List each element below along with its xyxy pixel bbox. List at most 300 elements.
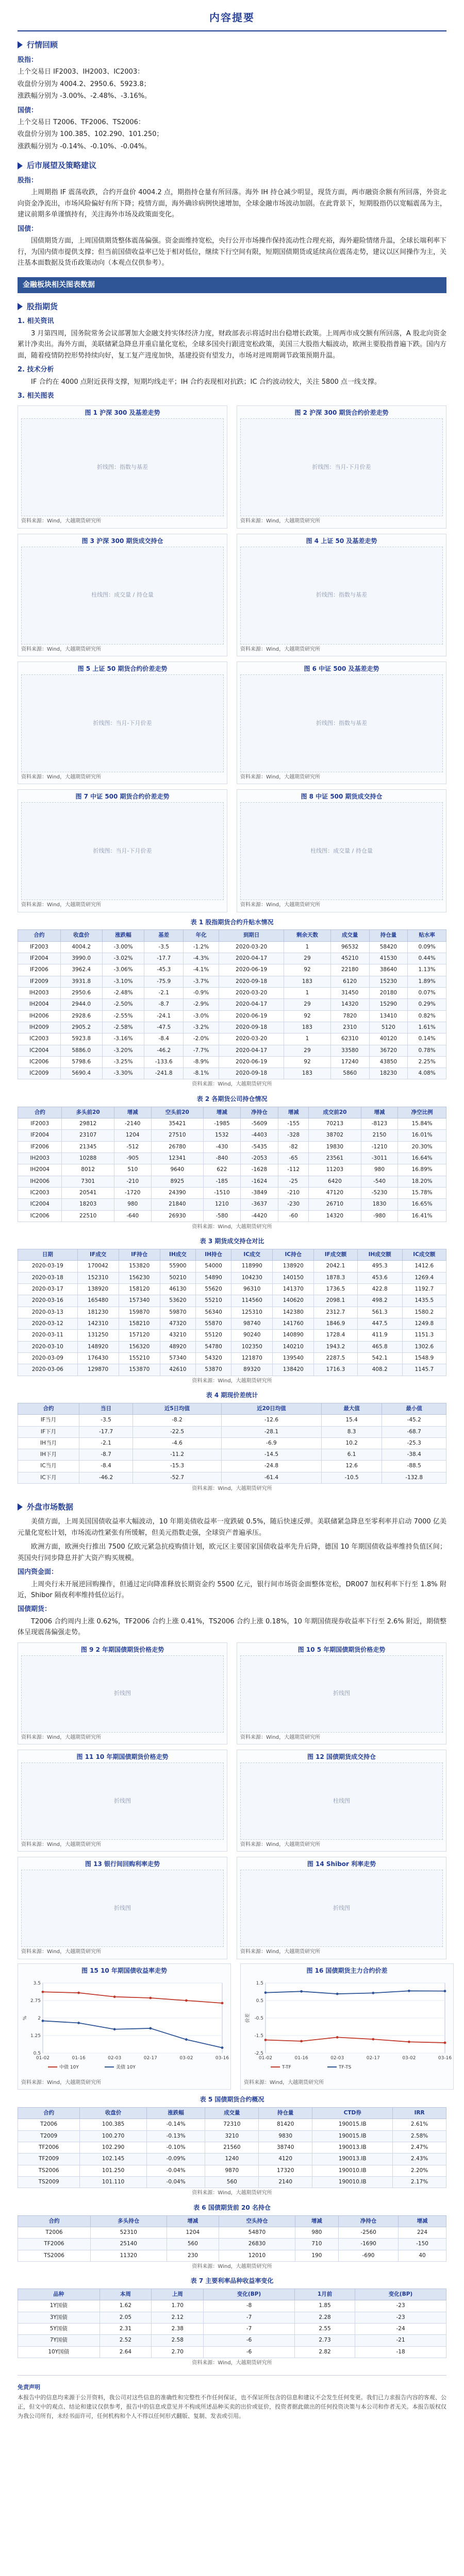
table-cell: 15290 [369, 999, 408, 1010]
table4 [18, 1403, 446, 1484]
line-chart-yield [21, 1976, 227, 2074]
table-cell: 2020-06-19 [219, 1056, 284, 1067]
doc-title: 内容提要 [209, 11, 255, 24]
legend-label: TF-TS [339, 2065, 352, 2071]
table-cell: 29 [284, 1045, 331, 1056]
table-row [18, 1210, 446, 1222]
table-cell: -4403 [240, 1130, 278, 1141]
table-cell: IH2003 [18, 987, 61, 998]
section-strategy-title: 后市展望及策略建议 [27, 161, 97, 171]
table-cell: IF2009 [18, 976, 61, 987]
table-cell: 5798.6 [60, 1056, 102, 1067]
chart-title: 图 8 中证 500 期货成交持仓 [301, 793, 383, 801]
table-header-cell: 增减 [167, 2215, 219, 2227]
table-cell: 33580 [330, 1045, 369, 1056]
disclaimer [18, 2375, 446, 2421]
table-cell: 2020-06-19 [219, 1010, 284, 1022]
y-tick-label: -2.5 [254, 2051, 263, 2057]
table-cell: -8.1% [183, 1068, 219, 1079]
table-cell: 2098.1 [314, 1295, 357, 1307]
table-cell: -0.04% [146, 2177, 205, 2188]
table-cell: 190013.IB [312, 2154, 393, 2165]
table-cell: 42610 [160, 1364, 195, 1376]
table-cell: 2.70 [152, 2346, 204, 2358]
strategy-index-label: 股指： [18, 177, 38, 184]
table-cell: 5923.8 [60, 1033, 102, 1045]
strategy-index-text: 上周期指 IF 震荡收跌，合约开盘价 4004.2 点，期指持仓量有所回落。海外 IH 持仓减少明显，现货方面，两市融资余额有所回落，外资北向资金净流出，市场风险偏好有所下降；疫情方面，海外确诊病例快速增加，全球金融市场波动加剧。在此背景下，短期股指仍以宽幅震荡为主，建议前期多单谨慎持有，关注海外市场及政策面变化。 [18, 189, 447, 219]
table-cell: -7.7% [183, 1045, 219, 1056]
table-row [18, 1272, 446, 1283]
table-cell: -25 [278, 1176, 309, 1187]
section-bonds [18, 1501, 446, 1514]
table-cell: 56340 [196, 1307, 231, 1318]
chart-title: 图 1 沪深 300 及基差走势 [85, 409, 160, 417]
table-cell: -1624 [240, 1176, 278, 1187]
table7 [18, 2289, 446, 2358]
table-cell: 2020-09-18 [219, 1022, 284, 1033]
y-tick-label: 0.5 [33, 2051, 41, 2057]
disclaimer-text: 本报告中的信息均来源于公开资料，我公司对这些信息的准确性和完整性不作任何保证，也不保证所包含的信息和建议不会发生任何变更。我们已力求报告内容的客观、公正，但文中的观点、结论和建议仅供参考，报告中的信息或意见并不构成所述品种买卖的出价或征价，投资者据此做出的任何投资决策与本公司和作者无关。本报告版权仅为我公司所有，未经书面许可，任何机构和个人不得以任何形式翻版、复制、发表或引用。 [18, 2394, 446, 2419]
table-cell: 411.9 [357, 1330, 402, 1341]
table-cell: 1548.9 [402, 1352, 446, 1364]
review-line: 收盘价分别为 4004.2、2950.6、5923.8； [18, 80, 151, 88]
table-cell: -4420 [240, 1210, 278, 1222]
table-cell: -580 [204, 1210, 241, 1222]
table-cell: 54890 [196, 1272, 231, 1283]
review-bond-lines [18, 117, 446, 152]
table-cell: 92 [284, 1056, 331, 1067]
table-cell: 4120 [259, 2154, 312, 2165]
data-point [185, 1999, 188, 2002]
table-cell: -7 [204, 2312, 295, 2323]
table-cell: T2009 [18, 2130, 80, 2142]
table-cell: 55870 [196, 1318, 231, 1330]
table-cell: -1985 [204, 1118, 241, 1130]
table-cell: -133.6 [144, 1056, 184, 1067]
table-cell: 622 [204, 1164, 241, 1176]
table-header-cell: 增减 [399, 2215, 446, 2227]
table-cell: -2.1 [79, 1437, 132, 1449]
table-cell: 2020-09-18 [219, 976, 284, 987]
table-cell: 102.145 [80, 2154, 147, 2165]
table-cell: 3Y国债 [18, 2312, 100, 2323]
table-cell: -155 [278, 1118, 309, 1130]
table-cell: 2.05 [100, 2312, 152, 2323]
table-cell: -2140 [114, 1118, 151, 1130]
table-cell: -14.5 [221, 1449, 321, 1461]
table-cell: 22510 [62, 1210, 114, 1222]
table-cell: 13410 [369, 1010, 408, 1022]
table-row [18, 953, 446, 964]
table-cell: 2.52 [100, 2335, 152, 2346]
table-row [18, 2312, 446, 2323]
chart-card [18, 405, 227, 528]
table-cell: 2020-03-13 [18, 1307, 78, 1318]
table-cell: 52310 [91, 2227, 167, 2238]
table-cell: 1192.7 [402, 1284, 446, 1295]
chart-card [240, 1963, 454, 2090]
table-cell: -1628 [240, 1164, 278, 1176]
section-review [18, 39, 446, 52]
table-cell: 3210 [205, 2130, 259, 2142]
table-cell: 190 [295, 2250, 338, 2261]
table-header-cell: 贴水率 [408, 930, 446, 941]
table-cell: 2310 [330, 1022, 369, 1033]
table-cell: IH2006 [18, 1176, 62, 1187]
table-cell: 190010.IB [312, 2177, 393, 2188]
table-row [18, 1449, 446, 1461]
table-cell: 31450 [330, 987, 369, 998]
table-cell: 2020-03-16 [18, 1295, 78, 1307]
table-cell: -1720 [114, 1187, 151, 1198]
table-cell: -3.5 [79, 1415, 132, 1426]
table-cell: 140890 [273, 1330, 314, 1341]
table-cell: IC2003 [18, 1033, 61, 1045]
table-row [18, 1472, 446, 1483]
table-cell: 36720 [369, 1045, 408, 1056]
table-cell: -1.2% [183, 941, 219, 953]
table-cell: 55620 [196, 1284, 231, 1295]
table-header-cell: 最大值 [321, 1403, 382, 1414]
table-cell: 2.47% [393, 2142, 446, 2154]
table-header-cell: 持仓量 [259, 2108, 312, 2119]
table-cell: 38640 [369, 964, 408, 976]
chart-title: 图 16 国债期货主力合约价差 [306, 1967, 388, 1974]
table-row [18, 2227, 446, 2238]
table3-source: 资料来源：Wind，大越期货研究所 [192, 1378, 272, 1384]
table-cell: IH2004 [18, 1164, 62, 1176]
table3 [18, 1249, 446, 1376]
table-cell: -690 [339, 2250, 399, 2261]
chart-title: 图 3 沪深 300 期货成交持仓 [81, 537, 163, 545]
chart-placeholder: 柱线图：成交量 / 持仓量 [240, 802, 443, 900]
table-cell: 125310 [231, 1307, 273, 1318]
table-cell: -0.04% [146, 2165, 205, 2176]
review-line: 涨跌幅分别为 -3.00%、-2.48%、-3.16%。 [18, 92, 152, 100]
table-cell: 1 [284, 987, 331, 998]
table-cell: 510 [114, 1164, 151, 1176]
chart-placeholder: 柱线图 [240, 1762, 443, 1840]
legend-label: T-TF [282, 2065, 291, 2071]
section-marker-icon [18, 1503, 23, 1511]
table-cell: 1.89% [408, 976, 446, 987]
table-cell: 7301 [62, 1176, 114, 1187]
table-cell: 16.01% [398, 1130, 446, 1141]
table-cell: 55120 [196, 1330, 231, 1341]
table-cell: 2020-04-17 [219, 999, 284, 1010]
review-index-lines [18, 66, 446, 101]
table-cell: 138920 [273, 1261, 314, 1272]
bonds-para-3: 上周央行未开展逆回购操作，但通过定向降准释放长期资金约 5500 亿元，银行间市场资金面整体宽松，DR007 加权利率下行至 1.8% 附近，Shibor 隔夜利率维持低位运行。 [18, 1580, 446, 1599]
table-cell: 9830 [259, 2130, 312, 2142]
bonds-p3-label: 国内资金面： [18, 1568, 58, 1577]
chart-title: 图 5 上证 50 期货合约价差走势 [77, 665, 168, 672]
x-tick-label: 03-02 [179, 2056, 193, 2061]
table-row [18, 999, 446, 1010]
table-header-cell: IF成交 [77, 1249, 119, 1261]
table-cell: 1.62 [100, 2300, 152, 2312]
table-cell: 138920 [77, 1284, 119, 1295]
table-cell: -8.7 [144, 999, 184, 1010]
table-cell: -230 [278, 1199, 309, 1210]
table-row [18, 976, 446, 987]
table-cell: 1412.6 [402, 1261, 446, 1272]
section-review-title: 行情回顾 [27, 40, 58, 49]
table-cell: 224 [399, 2227, 446, 2238]
section-marker-icon [18, 41, 23, 48]
y-tick-label: 2.75 [30, 1998, 41, 2004]
table-cell: 2.38 [152, 2324, 204, 2335]
table-cell: 19830 [309, 1141, 361, 1153]
table-cell: 2.12 [152, 2312, 204, 2323]
table-header-cell: IRR [393, 2108, 446, 2119]
chart-title: 图 9 2 年期国债期货价格走势 [80, 1646, 164, 1653]
chart-title: 图 15 10 年期国债收益率走势 [81, 1967, 167, 1974]
table-cell: -2.50% [102, 999, 144, 1010]
table-cell: -210 [114, 1176, 151, 1187]
table-cell: 138420 [273, 1364, 314, 1376]
table-cell: -18 [355, 2346, 446, 2358]
table-cell: -0.14% [146, 2119, 205, 2130]
table-cell: 560 [167, 2239, 219, 2250]
table-cell: 453.6 [357, 1272, 402, 1283]
data-point [149, 1997, 152, 1999]
table-cell: IH2006 [18, 1010, 61, 1022]
table-header-row [18, 2108, 446, 2119]
chart-source: 资料来源：Wind，大越期货研究所 [240, 902, 321, 908]
table-cell: -3.25% [102, 1056, 144, 1067]
table-row [18, 1022, 446, 1033]
table-header-cell: 合约 [18, 2215, 91, 2227]
table-cell: 7820 [330, 1010, 369, 1022]
table-cell: 45210 [330, 953, 369, 964]
table-cell: 8012 [62, 1164, 114, 1176]
table-cell: -25.3 [382, 1437, 446, 1449]
section-index-futures-title: 股指期货 [27, 301, 58, 311]
table-header-cell: 增减 [114, 1107, 151, 1118]
table-cell: 190015.IB [312, 2130, 393, 2142]
chart-source: 资料来源：Wind，大越期货研究所 [21, 1734, 102, 1740]
data-point [77, 1992, 80, 1994]
table-cell: 27510 [151, 1130, 203, 1141]
table7-title: 表 7 主要利率品种收益率变化 [190, 2277, 274, 2285]
table-cell: 26830 [219, 2239, 295, 2250]
x-tick-label: 03-16 [438, 2056, 452, 2061]
table-row [18, 2142, 446, 2154]
table-cell: 157120 [119, 1330, 160, 1341]
table5-source: 资料来源：Wind，大越期货研究所 [192, 2190, 272, 2196]
table-cell: -5230 [361, 1187, 398, 1198]
table-cell: IC当月 [18, 1461, 79, 1472]
table-cell: -8 [204, 2300, 295, 2312]
table-cell: 183 [284, 1022, 331, 1033]
chart-placeholder: 折线图 [240, 1870, 443, 1947]
table-cell: 114560 [231, 1295, 273, 1307]
table-cell: -3.16% [102, 1033, 144, 1045]
data-point [300, 1990, 303, 1993]
table-cell: 53620 [160, 1295, 195, 1307]
table-cell: -150 [399, 2239, 446, 2250]
table-cell: 101.250 [80, 2165, 147, 2176]
table-cell: -2.1 [144, 987, 184, 998]
table-row [18, 2335, 446, 2346]
table-cell: 9640 [151, 1164, 203, 1176]
table-cell: TS2006 [18, 2250, 91, 2261]
table-cell: 447.5 [357, 1318, 402, 1330]
data-point [336, 2036, 339, 2039]
table-header-cell: IC成交额 [402, 1249, 446, 1261]
table-cell: -3.06% [102, 964, 144, 976]
table-cell: 70213 [309, 1118, 361, 1130]
table-cell: 170042 [77, 1261, 119, 1272]
chart-source: 资料来源：Wind，大越期货研究所 [21, 774, 102, 780]
chart-title: 图 10 5 年期国债期货价格走势 [297, 1646, 386, 1653]
table-header-cell: 多头持仓 [91, 2215, 167, 2227]
table-cell: IH当月 [18, 1437, 79, 1449]
table-header-cell: 剩余天数 [284, 930, 331, 941]
table-cell: 1249.8 [402, 1318, 446, 1330]
table-header-cell: 收盘价 [80, 2108, 147, 2119]
table-cell: 1204 [167, 2227, 219, 2238]
y-tick-label: 1.5 [256, 1981, 263, 1987]
table-cell: 561.3 [357, 1307, 402, 1318]
x-tick-label: 02-17 [143, 2056, 157, 2061]
table-cell: 35421 [151, 1118, 203, 1130]
table-cell: TF2006 [18, 2142, 80, 2154]
table-cell: 11320 [91, 2250, 167, 2261]
table-cell: -540 [361, 1176, 398, 1187]
review-line: 涨跌幅分别为 -0.14%、-0.10%、-0.04%。 [18, 142, 152, 150]
table-cell: 55900 [160, 1261, 195, 1272]
table-header-cell: 1月前 [294, 2289, 355, 2300]
chart-source: 资料来源：Wind，大越期货研究所 [240, 1949, 321, 1955]
review-line: 收盘价分别为 100.385、102.290、101.250； [18, 130, 163, 139]
chart-source: 资料来源：Wind，大越期货研究所 [21, 518, 102, 524]
chart-card [18, 1750, 227, 1852]
table-cell: 230 [167, 2250, 219, 2261]
data-point [77, 2022, 80, 2025]
table-cell: 140210 [273, 1341, 314, 1352]
table-cell: 2.61% [393, 2119, 446, 2130]
data-point [113, 1996, 116, 1998]
table-header-row [18, 1249, 446, 1261]
strategy-bond-text: 国债期货方面，上周国债期货整体震荡偏强。资金面维持宽松，央行公开市场操作保持流动性合理充裕，海外避险情绪升温，全球长端利率下行，为国内债市提供支撑；但当前国债收益率已处于相对低位，继续下行空间有限，短期国债期货或延续高位震荡走势，建议以区间操作为主，关注基本面数据及货币政策动向（本观点仅供参考）。 [18, 237, 447, 267]
table-cell: 6120 [330, 976, 369, 987]
chart-source: 资料来源：Wind，大越期货研究所 [240, 518, 321, 524]
table-cell: 153870 [119, 1364, 160, 1376]
table-cell: 10.2 [321, 1437, 382, 1449]
chart-placeholder: 折线图：指数与基差 [240, 674, 443, 772]
table-cell: IH2009 [18, 1022, 61, 1033]
table-cell: 16.65% [398, 1199, 446, 1210]
table-cell: 55210 [196, 1295, 231, 1307]
table-cell: -3849 [240, 1187, 278, 1198]
table-cell: -82 [278, 1141, 309, 1153]
review-line: 上个交易日 IF2003、IH2003、IC2003： [18, 68, 144, 76]
table-cell: IC2003 [18, 1187, 62, 1198]
chart-placeholder: 折线图：当月-下月价差 [240, 418, 443, 516]
bonds-p4-label: 国债期货： [18, 1605, 52, 1614]
data-point [408, 2041, 410, 2043]
table-row [18, 2300, 446, 2312]
y-axis-label: 价差 [245, 2013, 251, 2023]
table-header-cell: 净持仓 [240, 1107, 278, 1118]
table3-title: 表 3 期货成交持仓对比 [200, 1238, 264, 1245]
table-cell: 0.14% [408, 1033, 446, 1045]
table-header-cell: 年化 [183, 930, 219, 941]
table-header-row [18, 2215, 446, 2227]
table-cell: 158210 [119, 1318, 160, 1330]
table-row [18, 1352, 446, 1364]
y-tick-label: -1.5 [254, 2033, 263, 2039]
table-cell: -8.7 [79, 1449, 132, 1461]
table-cell: 5120 [369, 1022, 408, 1033]
table-cell: 183 [284, 976, 331, 987]
table-header-cell: 本周 [100, 2289, 152, 2300]
table-cell: 1716.3 [314, 1364, 357, 1376]
table-cell: 140150 [273, 1272, 314, 1283]
table-row [18, 2324, 446, 2335]
table-cell: 1 [284, 1033, 331, 1045]
table-cell: 2312.7 [314, 1307, 357, 1318]
table-cell: 10288 [62, 1153, 114, 1164]
table-cell: 29812 [62, 1118, 114, 1130]
table-cell: -0.09% [146, 2154, 205, 2165]
table-cell: -0.13% [146, 2130, 205, 2142]
table-cell: TS2009 [18, 2177, 80, 2188]
table-cell: 2.64 [100, 2346, 152, 2358]
table-header-cell: 涨跌幅 [146, 2108, 205, 2119]
section-strategy [18, 159, 446, 172]
table-cell: 139540 [273, 1352, 314, 1364]
table-cell: -2.48% [102, 987, 144, 998]
table-cell: -2.0% [183, 1033, 219, 1045]
table-cell: 3990.0 [60, 953, 102, 964]
table-cell: -45.2 [382, 1415, 446, 1426]
chart-grid-b [18, 1642, 446, 1959]
table-cell: 14320 [309, 1210, 361, 1222]
chart-placeholder: 折线图：当月-下月价差 [21, 802, 224, 900]
table-cell: -0.10% [146, 2142, 205, 2154]
table-cell: -65 [278, 1153, 309, 1164]
chart-card [18, 1963, 231, 2090]
table-cell: 25140 [91, 2239, 167, 2250]
table-cell: 2.55 [294, 2324, 355, 2335]
x-tick-label: 02-03 [330, 2056, 344, 2061]
table-cell: 183 [284, 1068, 331, 1079]
table-cell: 1.70 [152, 2300, 204, 2312]
table-cell: -1210 [361, 1141, 398, 1153]
section-bonds-title: 外盘市场数据 [27, 1502, 74, 1512]
table-cell: 2150 [361, 1130, 398, 1141]
table-cell: 102.290 [80, 2142, 147, 2154]
chart-source: 资料来源：Wind，大越期货研究所 [21, 1949, 102, 1955]
table-cell: 26930 [151, 1210, 203, 1222]
chart-card [237, 1750, 446, 1852]
table-cell: IF2006 [18, 964, 61, 976]
table-cell: -4.3% [183, 953, 219, 964]
section-marker-icon [18, 162, 23, 170]
x-tick-label: 01-02 [258, 2056, 273, 2061]
table-cell: 12.6 [321, 1461, 382, 1472]
table-cell: IC2004 [18, 1045, 61, 1056]
table2 [18, 1107, 446, 1222]
table-row [18, 1164, 446, 1176]
table-cell: T2006 [18, 2119, 80, 2130]
table-cell: IF2006 [18, 1141, 62, 1153]
table-header-cell: 空头前20 [151, 1107, 203, 1118]
table-cell: 72310 [205, 2119, 259, 2130]
